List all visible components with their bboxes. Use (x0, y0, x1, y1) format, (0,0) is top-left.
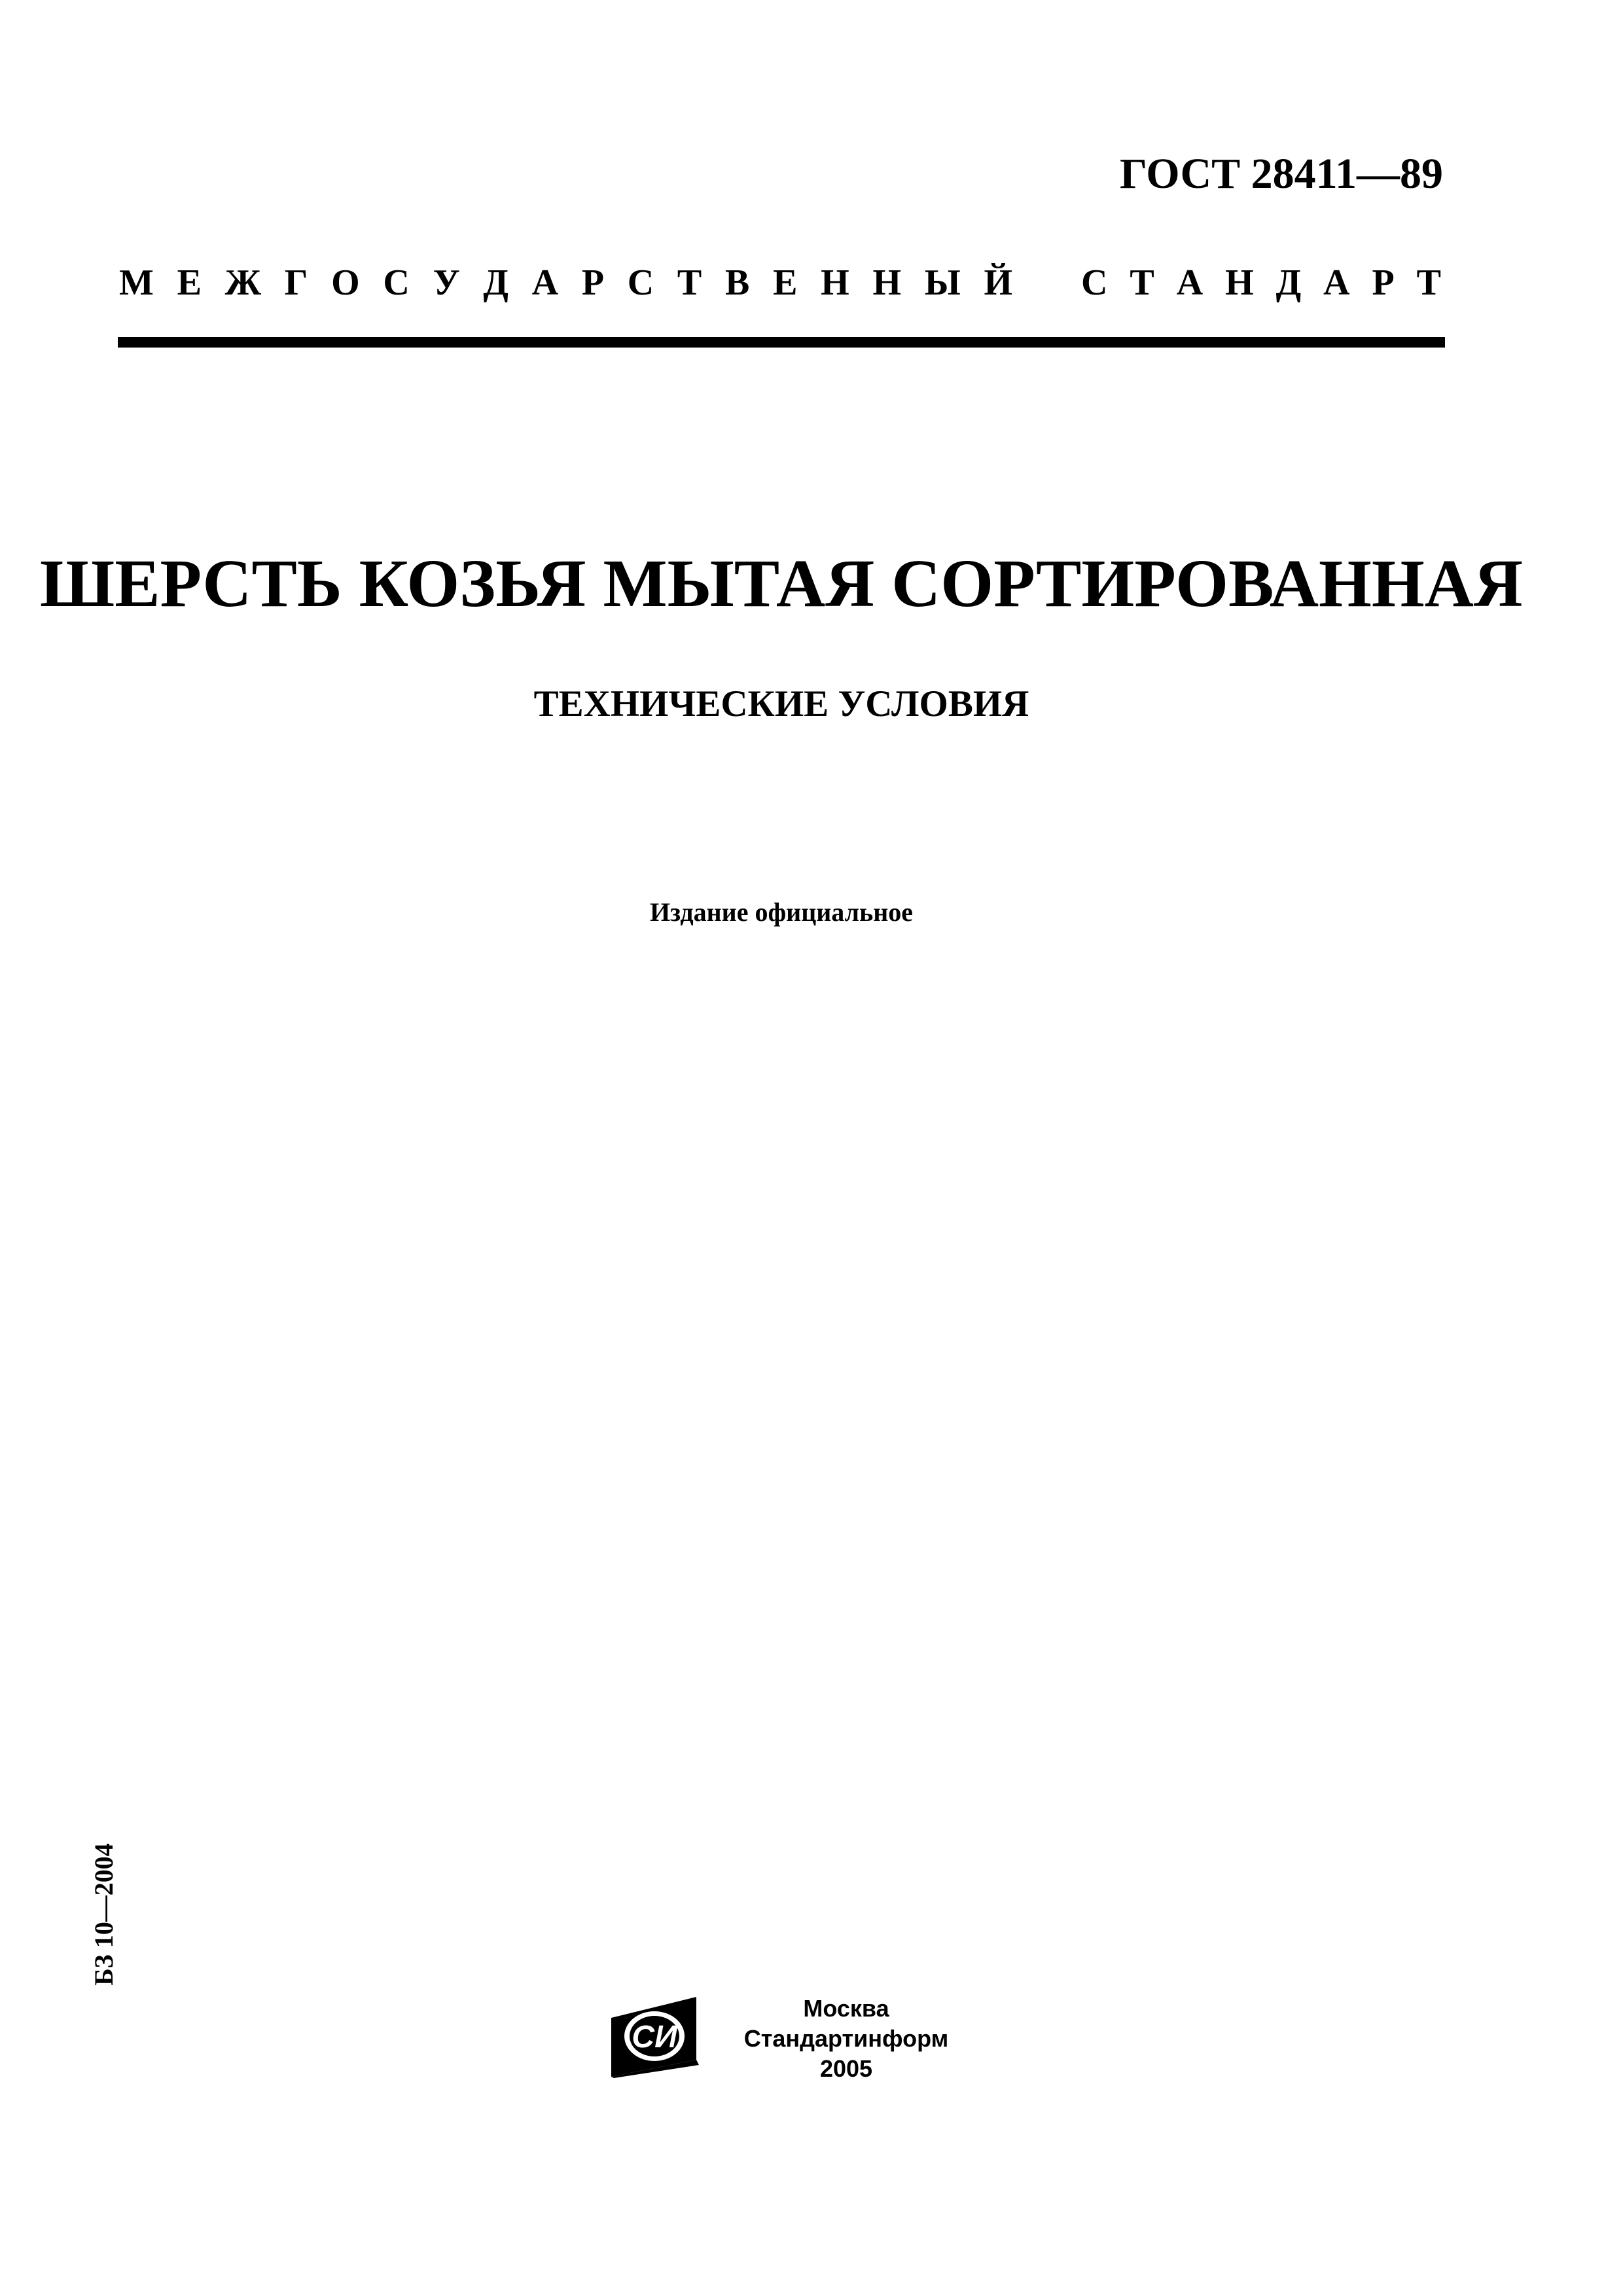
document-number: ГОСТ 28411—89 (1119, 150, 1443, 198)
logo-text: СИ (632, 2020, 677, 2054)
heading-letter: А (531, 262, 559, 303)
heading-letter: Д (483, 262, 508, 303)
heading-letter: С (627, 262, 654, 303)
heading-rule (118, 337, 1445, 348)
heading-letter: Т (1130, 262, 1154, 303)
document-subtitle: ТЕХНИЧЕСКИЕ УСЛОВИЯ (533, 683, 1029, 725)
standard-type-word-1 (119, 262, 1012, 304)
heading-letter: Е (177, 262, 202, 303)
heading-letter: Ы (924, 262, 961, 303)
heading-letter: Е (773, 262, 798, 303)
heading-letter: С (1081, 262, 1108, 303)
heading-letter: Ж (224, 262, 262, 303)
edition-note: Издание официальное (649, 897, 914, 927)
heading-letter: В (725, 262, 750, 303)
publication-year: 2005 (819, 2055, 873, 2082)
publisher-city: Москва (803, 1995, 889, 2022)
heading-letter: Т (1416, 262, 1441, 303)
heading-letter: Г (284, 262, 308, 303)
heading-letter: С (383, 262, 410, 303)
publisher-block (725, 1994, 967, 2084)
heading-letter: Р (581, 262, 605, 303)
heading-letter: А (1176, 262, 1204, 303)
side-code-vertical: БЗ 10—2004 (89, 1843, 118, 1986)
heading-letter: У (433, 262, 460, 303)
heading-letter: Д (1275, 262, 1302, 303)
heading-letter: Й (984, 262, 1012, 303)
standartinform-logo-icon (605, 1993, 704, 2078)
document-title: ШЕРСТЬ КОЗЬЯ МЫТАЯ СОРТИРОВАННАЯ (39, 546, 1523, 621)
heading-letter: Н (872, 262, 901, 303)
heading-letter: О (331, 262, 360, 303)
heading-letter: Н (821, 262, 849, 303)
heading-letter: Т (677, 262, 702, 303)
standard-type-word-2 (1081, 262, 1441, 304)
standard-type-heading (119, 262, 1441, 304)
publisher-name: Стандартинформ (743, 2025, 949, 2052)
heading-letter: А (1323, 262, 1350, 303)
heading-letter: Р (1372, 262, 1395, 303)
heading-letter: Н (1225, 262, 1254, 303)
heading-letter: М (119, 262, 154, 303)
